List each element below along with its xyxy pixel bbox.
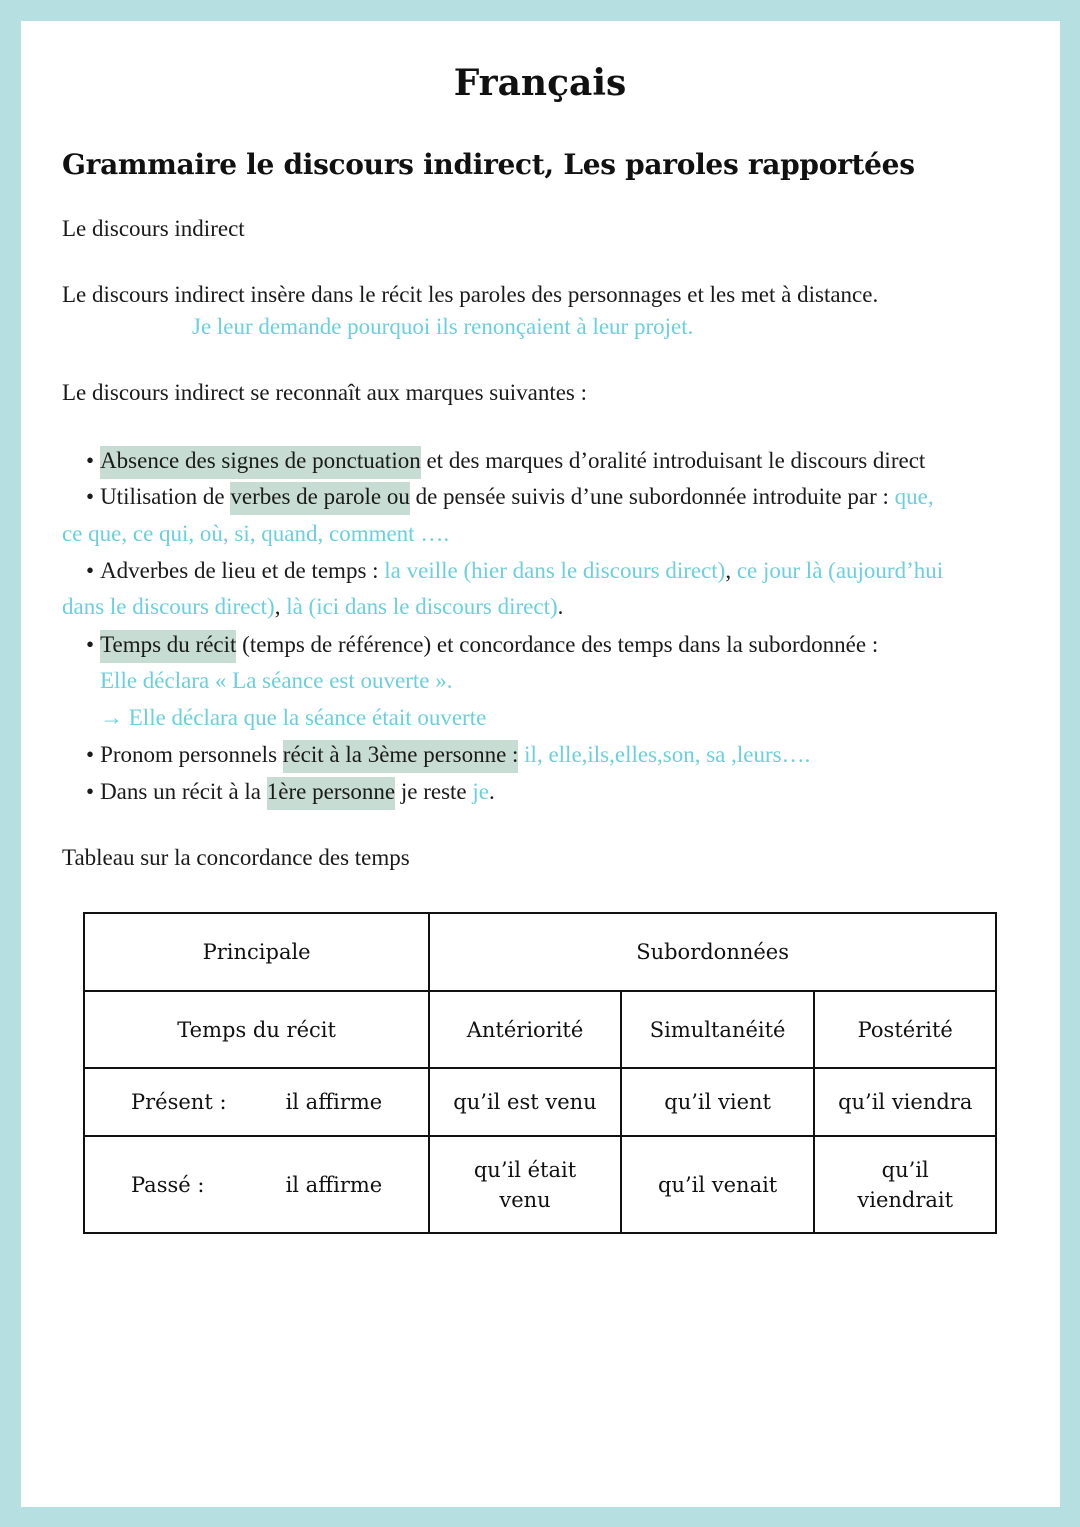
- bullet-text: .: [488, 779, 495, 804]
- cell-text: qu’il viendrait: [857, 1157, 954, 1212]
- header-posterite: Postérité: [814, 991, 996, 1068]
- header-subordonnees: Subordonnées: [429, 913, 996, 991]
- definition-text: Le discours indirect insère dans le récit les paroles des personnages et les met à distance.: [62, 282, 879, 307]
- example-line-1: Elle déclara « La séance est ouverte ».: [100, 668, 453, 693]
- bullet-item-3: [86, 558, 943, 584]
- bullet-text: Utilisation de: [100, 484, 231, 509]
- highlighted-text: récit à la 3ème personne :: [283, 740, 519, 773]
- simultaneite-cell: qu’il vient: [621, 1068, 815, 1136]
- bullet-dot: •: [86, 742, 95, 767]
- table-caption: Tableau sur la concordance des temps: [62, 845, 410, 870]
- example-text: je: [472, 779, 489, 804]
- tense-label: Passé :: [131, 1172, 205, 1197]
- bullet-item-5: [86, 742, 810, 768]
- example-line-2: → Elle déclara que la séance était ouverte: [100, 705, 487, 730]
- example-text: dans le discours direct): [62, 594, 275, 619]
- header-simultaneite: Simultanéité: [621, 991, 815, 1068]
- principale-cell: [84, 1136, 429, 1233]
- highlighted-text: verbes de parole ou: [230, 482, 409, 515]
- bullet-item-2: [86, 484, 934, 510]
- definition-example: Je leur demande pourquoi ils renonçaient à leur projet.: [192, 314, 694, 339]
- simultaneite-cell: qu’il venait: [621, 1136, 815, 1233]
- bullet-dot: •: [86, 632, 95, 657]
- anteriorite-cell: [429, 1136, 621, 1233]
- posterite-cell: qu’il viendra: [814, 1068, 996, 1136]
- example-text: là (ici dans le discours direct): [286, 594, 558, 619]
- page-title: Français: [453, 62, 627, 104]
- table-row: [84, 1068, 996, 1136]
- highlighted-text: Temps du récit: [100, 630, 236, 663]
- bullet-item-4: [86, 632, 878, 658]
- bullet-item-1: [86, 448, 925, 474]
- header-principale: Principale: [84, 913, 429, 991]
- cell-text: qu’il était venu: [473, 1157, 577, 1212]
- lesson-heading: Grammaire le discours indirect, Les paroles rapportées: [62, 148, 915, 181]
- bullet-text: Pronom personnels: [100, 742, 283, 767]
- main-verb: il affirme: [285, 1172, 383, 1197]
- bullet-text: Adverbes de lieu et de temps :: [100, 558, 385, 583]
- table-row: [84, 1136, 996, 1233]
- posterite-cell: [814, 1136, 996, 1233]
- bullet-item-6: [86, 779, 495, 805]
- example-text: ce jour là (aujourd’hui: [736, 558, 944, 583]
- bullet-item-2-continuation: ce que, ce qui, où, si, quand, comment ….: [62, 521, 450, 546]
- highlighted-text: 1ère personne: [267, 777, 395, 810]
- example-text: que,: [894, 484, 934, 509]
- bullet-text: Dans un récit à la: [100, 779, 267, 804]
- section-label: Le discours indirect: [62, 216, 245, 241]
- bullet-dot: •: [86, 779, 95, 804]
- bullet-item-3-continuation: [62, 594, 563, 620]
- marks-intro: Le discours indirect se reconnaît aux marques suivantes :: [62, 380, 588, 405]
- main-verb: il affirme: [285, 1090, 383, 1114]
- tense-label: Présent :: [131, 1090, 227, 1114]
- header-anteriorite: Antériorité: [429, 991, 621, 1068]
- bullet-dot: •: [86, 558, 95, 583]
- highlighted-text: Absence des signes de ponctuation: [100, 446, 421, 479]
- bullet-text: de pensée suivis d’une subordonnée introduite par :: [409, 484, 895, 509]
- bullet-text: ,: [725, 558, 737, 583]
- bullet-text: (temps de référence) et concordance des temps dans la subordonnée :: [236, 632, 879, 657]
- bullet-text: et des marques d’oralité introduisant le discours direct: [420, 448, 926, 473]
- concordance-table: [83, 912, 997, 1234]
- header-temps-recit: Temps du récit: [84, 991, 429, 1068]
- bullet-dot: •: [86, 484, 95, 509]
- anteriorite-cell: qu’il est venu: [429, 1068, 621, 1136]
- bullet-dot: •: [86, 448, 95, 473]
- example-text: il, elle,ils,elles,son, sa ,leurs….: [518, 742, 811, 767]
- table-header-row: [84, 913, 996, 991]
- principale-cell: [84, 1068, 429, 1136]
- bullet-text: je reste: [395, 779, 473, 804]
- table-subheader-row: [84, 991, 996, 1068]
- bullet-text: ,: [274, 594, 287, 619]
- bullet-text: .: [557, 594, 564, 619]
- example-text: la veille (hier dans le discours direct): [384, 558, 726, 583]
